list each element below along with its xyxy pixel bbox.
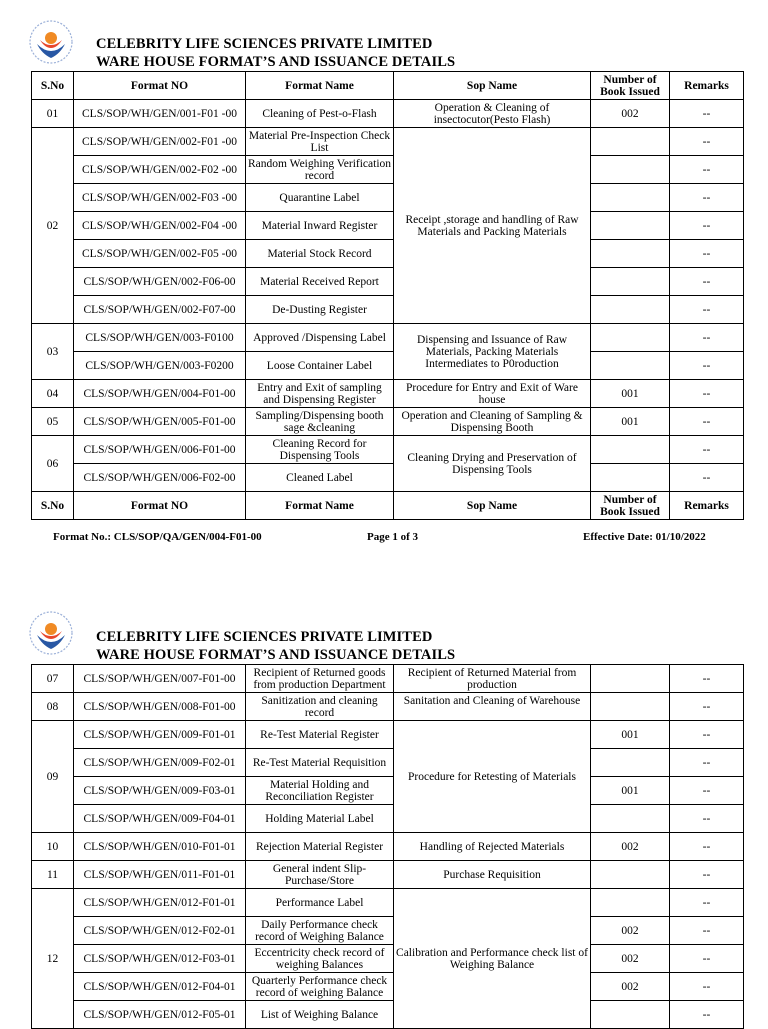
table-row	[32, 436, 744, 464]
books-cell	[591, 436, 670, 464]
company-name: CELEBRITY LIFE SCIENCES PRIVATE LIMITED	[96, 36, 433, 52]
sop-name-cell: Operation & Cleaning of insectocutor(Pesto Flash)	[394, 100, 591, 128]
books-cell	[591, 1001, 670, 1029]
format-no-cell: CLS/SOP/WH/GEN/009-F03-01	[74, 777, 246, 805]
table-row	[32, 1001, 744, 1029]
books-cell: 002	[591, 973, 670, 1001]
table-row	[32, 100, 744, 128]
remarks-cell: --	[670, 973, 744, 1001]
remarks-cell: --	[670, 805, 744, 833]
format-no-cell: CLS/SOP/WH/GEN/012-F03-01	[74, 945, 246, 973]
books-cell: 002	[591, 917, 670, 945]
books-cell: 002	[591, 945, 670, 973]
sno-cell: 04	[32, 380, 74, 408]
remarks-cell: --	[670, 889, 744, 917]
sno-cell: 09	[32, 721, 74, 833]
table-row	[32, 380, 744, 408]
company-logo-icon	[28, 611, 74, 657]
books-cell	[591, 240, 670, 268]
table-row	[32, 352, 744, 380]
sno-cell: 07	[32, 665, 74, 693]
remarks-cell: --	[670, 693, 744, 721]
books-cell: 001	[591, 380, 670, 408]
table-row	[32, 777, 744, 805]
format-no-cell: CLS/SOP/WH/GEN/002-F07-00	[74, 296, 246, 324]
books-cell	[591, 749, 670, 777]
table-row	[32, 156, 744, 184]
header-books-issued: Number of Book Issued	[591, 492, 670, 520]
remarks-cell: --	[670, 917, 744, 945]
remarks-cell: --	[670, 100, 744, 128]
books-cell	[591, 268, 670, 296]
remarks-cell: --	[670, 240, 744, 268]
remarks-cell: --	[670, 833, 744, 861]
sop-name-cell: Sanitation and Cleaning of Warehouse	[394, 693, 591, 721]
format-no-cell: CLS/SOP/WH/GEN/002-F05 -00	[74, 240, 246, 268]
remarks-cell: --	[670, 296, 744, 324]
remarks-cell: --	[670, 861, 744, 889]
format-no-cell: CLS/SOP/WH/GEN/006-F01-00	[74, 436, 246, 464]
books-cell	[591, 805, 670, 833]
format-name-cell: Material Received Report	[246, 268, 394, 296]
format-no-cell: CLS/SOP/WH/GEN/012-F04-01	[74, 973, 246, 1001]
table-row	[32, 749, 744, 777]
format-no-cell: CLS/SOP/WH/GEN/004-F01-00	[74, 380, 246, 408]
format-name-cell: Recipient of Returned goods from production Department	[246, 665, 394, 693]
books-cell: 001	[591, 721, 670, 749]
format-name-cell: Sampling/Dispensing booth sage &cleaning	[246, 408, 394, 436]
format-no-cell: CLS/SOP/WH/GEN/003-F0100	[74, 324, 246, 352]
table-row	[32, 464, 744, 492]
format-no-cell: CLS/SOP/WH/GEN/001-F01 -00	[74, 100, 246, 128]
sop-name-cell: Procedure for Retesting of Materials	[394, 721, 591, 833]
remarks-cell: --	[670, 1001, 744, 1029]
remarks-cell: --	[670, 436, 744, 464]
remarks-cell: --	[670, 721, 744, 749]
header-sno: S.No	[32, 492, 74, 520]
format-name-cell: Quarterly Performance check record of weighing Balance	[246, 973, 394, 1001]
table-row	[32, 805, 744, 833]
format-name-cell: Entry and Exit of sampling and Dispensing Register	[246, 380, 394, 408]
books-cell	[591, 156, 670, 184]
format-no-cell: CLS/SOP/WH/GEN/008-F01-00	[74, 693, 246, 721]
books-cell	[591, 212, 670, 240]
header-sno: S.No	[32, 72, 74, 100]
formats-table-page-2	[31, 664, 744, 1029]
books-cell: 001	[591, 408, 670, 436]
books-cell	[591, 464, 670, 492]
format-name-cell: Sanitization and cleaning record	[246, 693, 394, 721]
remarks-cell: --	[670, 212, 744, 240]
remarks-cell: --	[670, 352, 744, 380]
company-logo-icon	[28, 20, 74, 66]
remarks-cell: --	[670, 945, 744, 973]
table-row	[32, 861, 744, 889]
sop-name-cell: Operation and Cleaning of Sampling & Dispensing Booth	[394, 408, 591, 436]
table-row	[32, 212, 744, 240]
format-name-cell: Material Holding and Reconciliation Register	[246, 777, 394, 805]
remarks-cell: --	[670, 749, 744, 777]
table-footer-header-row	[32, 492, 744, 520]
sop-name-cell: Recipient of Returned Material from production	[394, 665, 591, 693]
remarks-cell: --	[670, 128, 744, 156]
format-name-cell: Cleaning of Pest-o-Flash	[246, 100, 394, 128]
books-cell	[591, 128, 670, 156]
table-row	[32, 889, 744, 917]
format-name-cell: Material Pre-Inspection Check List	[246, 128, 394, 156]
format-name-cell: Daily Performance check record of Weighing Balance	[246, 917, 394, 945]
books-cell	[591, 324, 670, 352]
remarks-cell: --	[670, 408, 744, 436]
table-row	[32, 917, 744, 945]
remarks-cell: --	[670, 777, 744, 805]
header-format-no: Format NO	[74, 72, 246, 100]
table-row	[32, 296, 744, 324]
sop-name-cell: Procedure for Entry and Exit of Ware house	[394, 380, 591, 408]
format-name-cell: Random Weighing Verification record	[246, 156, 394, 184]
format-no-cell: CLS/SOP/WH/GEN/003-F0200	[74, 352, 246, 380]
table-header-row	[32, 72, 744, 100]
sno-cell: 05	[32, 408, 74, 436]
remarks-cell: --	[670, 184, 744, 212]
table-row	[32, 721, 744, 749]
format-name-cell: Material Inward Register	[246, 212, 394, 240]
format-no-cell: CLS/SOP/WH/GEN/012-F05-01	[74, 1001, 246, 1029]
format-name-cell: De-Dusting Register	[246, 296, 394, 324]
company-name: CELEBRITY LIFE SCIENCES PRIVATE LIMITED	[96, 629, 433, 645]
header-remarks: Remarks	[670, 72, 744, 100]
table-row	[32, 240, 744, 268]
header-format-name: Format Name	[246, 72, 394, 100]
format-no-cell: CLS/SOP/WH/GEN/012-F01-01	[74, 889, 246, 917]
sno-cell: 01	[32, 100, 74, 128]
format-no-cell: CLS/SOP/WH/GEN/002-F04 -00	[74, 212, 246, 240]
sop-name-cell: Calibration and Performance check list of Weighing Balance	[394, 889, 591, 1029]
table-row	[32, 665, 744, 693]
table-row	[32, 184, 744, 212]
formats-table-page-1	[31, 71, 744, 520]
books-cell	[591, 352, 670, 380]
books-cell	[591, 665, 670, 693]
format-name-cell: Re-Test Material Register	[246, 721, 394, 749]
table-row	[32, 128, 744, 156]
header-books-issued: Number of Book Issued	[591, 72, 670, 100]
books-cell	[591, 296, 670, 324]
format-no-cell: CLS/SOP/WH/GEN/010-F01-01	[74, 833, 246, 861]
table-row	[32, 693, 744, 721]
format-no-cell: CLS/SOP/WH/GEN/006-F02-00	[74, 464, 246, 492]
format-name-cell: List of Weighing Balance	[246, 1001, 394, 1029]
document-title: WARE HOUSE FORMAT’S AND ISSUANCE DETAILS	[96, 647, 456, 663]
format-name-cell: Performance Label	[246, 889, 394, 917]
sop-name-cell: Handling of Rejected Materials	[394, 833, 591, 861]
table-row	[32, 324, 744, 352]
table-row	[32, 268, 744, 296]
format-name-cell: General indent Slip-Purchase/Store	[246, 861, 394, 889]
books-cell	[591, 861, 670, 889]
table-row	[32, 973, 744, 1001]
footer-page-number: Page 1 of 3	[367, 531, 419, 543]
footer-format-no: Format No.: CLS/SOP/QA/GEN/004-F01-00	[53, 531, 262, 543]
document-title: WARE HOUSE FORMAT’S AND ISSUANCE DETAILS	[96, 54, 456, 70]
format-name-cell: Loose Container Label	[246, 352, 394, 380]
format-no-cell: CLS/SOP/WH/GEN/009-F02-01	[74, 749, 246, 777]
format-name-cell: Re-Test Material Requisition	[246, 749, 394, 777]
books-cell: 002	[591, 100, 670, 128]
format-name-cell: Cleaning Record for Dispensing Tools	[246, 436, 394, 464]
sno-cell: 10	[32, 833, 74, 861]
format-no-cell: CLS/SOP/WH/GEN/002-F02 -00	[74, 156, 246, 184]
books-cell	[591, 889, 670, 917]
remarks-cell: --	[670, 665, 744, 693]
table-row	[32, 833, 744, 861]
sno-cell: 12	[32, 889, 74, 1029]
sop-name-cell: Dispensing and Issuance of Raw Materials, Packing Materials Intermediates to P0roduction	[394, 324, 591, 380]
format-no-cell: CLS/SOP/WH/GEN/007-F01-00	[74, 665, 246, 693]
format-no-cell: CLS/SOP/WH/GEN/005-F01-00	[74, 408, 246, 436]
sno-cell: 02	[32, 128, 74, 324]
format-no-cell: CLS/SOP/WH/GEN/002-F03 -00	[74, 184, 246, 212]
format-no-cell: CLS/SOP/WH/GEN/009-F04-01	[74, 805, 246, 833]
sop-name-cell: Receipt ,storage and handling of Raw Materials and Packing Materials	[394, 128, 591, 324]
remarks-cell: --	[670, 464, 744, 492]
header-format-name: Format Name	[246, 492, 394, 520]
table-row	[32, 408, 744, 436]
remarks-cell: --	[670, 268, 744, 296]
format-name-cell: Holding Material Label	[246, 805, 394, 833]
books-cell: 001	[591, 777, 670, 805]
header-sop-name: Sop Name	[394, 492, 591, 520]
header-remarks: Remarks	[670, 492, 744, 520]
format-no-cell: CLS/SOP/WH/GEN/002-F01 -00	[74, 128, 246, 156]
sop-name-cell: Cleaning Drying and Preservation of Dispensing Tools	[394, 436, 591, 492]
format-no-cell: CLS/SOP/WH/GEN/009-F01-01	[74, 721, 246, 749]
books-cell	[591, 693, 670, 721]
format-no-cell: CLS/SOP/WH/GEN/002-F06-00	[74, 268, 246, 296]
footer-effective-date: Effective Date: 01/10/2022	[583, 531, 706, 543]
format-no-cell: CLS/SOP/WH/GEN/012-F02-01	[74, 917, 246, 945]
header-format-no: Format NO	[74, 492, 246, 520]
header-sop-name: Sop Name	[394, 72, 591, 100]
format-name-cell: Approved /Dispensing Label	[246, 324, 394, 352]
sno-cell: 03	[32, 324, 74, 380]
sno-cell: 08	[32, 693, 74, 721]
books-cell	[591, 184, 670, 212]
remarks-cell: --	[670, 380, 744, 408]
remarks-cell: --	[670, 324, 744, 352]
format-name-cell: Quarantine Label	[246, 184, 394, 212]
sno-cell: 11	[32, 861, 74, 889]
format-name-cell: Cleaned Label	[246, 464, 394, 492]
format-name-cell: Material Stock Record	[246, 240, 394, 268]
sop-name-cell: Purchase Requisition	[394, 861, 591, 889]
table-row	[32, 945, 744, 973]
format-no-cell: CLS/SOP/WH/GEN/011-F01-01	[74, 861, 246, 889]
format-name-cell: Eccentricity check record of weighing Balances	[246, 945, 394, 973]
books-cell: 002	[591, 833, 670, 861]
sno-cell: 06	[32, 436, 74, 492]
format-name-cell: Rejection Material Register	[246, 833, 394, 861]
remarks-cell: --	[670, 156, 744, 184]
